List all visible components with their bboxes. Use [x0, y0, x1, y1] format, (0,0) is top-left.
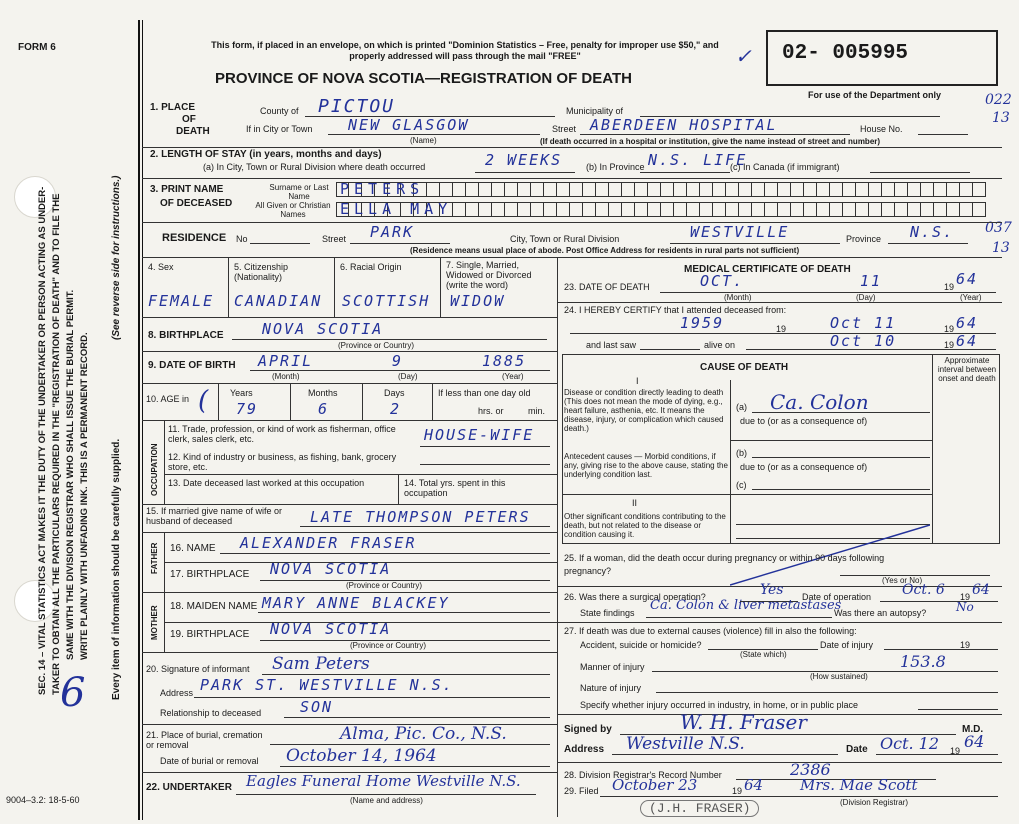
punch-hole	[14, 580, 56, 622]
undertaker-value: Eagles Funeral Home Westville N.S.	[246, 772, 521, 790]
residence-province-label: Province	[846, 234, 882, 244]
undertaker-label: 22. UNDERTAKER	[146, 782, 232, 793]
father-caption: (Province or Country)	[346, 581, 423, 590]
birthplace-label: 8. BIRTHPLACE	[148, 330, 224, 341]
roman-2: II	[632, 498, 638, 508]
last-saw-19: 19	[944, 340, 955, 350]
trade-label: 11. Trade, profession, or kind of work as fisherman, office clerk, sales clerk, etc.	[168, 424, 396, 444]
date-19: 19	[950, 746, 961, 756]
manner-value: 153.8	[900, 652, 946, 671]
last-worked-label: 13. Date deceased last worked at this occupation	[168, 478, 365, 488]
findings-label: State findings	[580, 608, 635, 618]
county-value: PICTOU	[318, 96, 396, 117]
residence-city: WESTVILLE	[690, 223, 790, 241]
trade-value: HOUSE-WIFE	[424, 426, 535, 444]
op-date: Oct. 6	[902, 582, 945, 598]
place-label-2: OF	[182, 114, 196, 125]
death-day-caption: (Day)	[856, 293, 876, 302]
medical-title: MEDICAL CERTIFICATE OF DEATH	[684, 264, 851, 275]
name-label-1: 3. PRINT NAME	[150, 184, 224, 195]
stay-c-label: (c) In Canada (if immigrant)	[730, 162, 840, 172]
informant-relationship: SON	[300, 698, 334, 716]
dob-day: 9	[392, 352, 404, 370]
racial-label: 6. Racial Origin	[340, 262, 402, 272]
total-years-label: 14. Total yrs. spent in this occupation	[404, 478, 506, 498]
surname-grid	[336, 182, 986, 197]
dob-month-caption: (Month)	[272, 372, 300, 381]
racial-value: SCOTTISH	[342, 292, 431, 310]
side-instruction-2: TAKER TO OBTAIN ALL THE PARTICULARS REQUIRED IN THE "REGISTRATION OF DEATH" AND TO FILE THE	[51, 193, 62, 695]
stay-label: 2. LENGTH OF STAY (in years, months and days)	[150, 149, 382, 160]
given-label: All Given or Christian Names	[255, 201, 331, 219]
op-date-label: Date of operation	[802, 592, 872, 602]
certify-label: 24. I HEREBY CERTIFY that I attended deceased from:	[564, 305, 787, 315]
specify-label: Specify whether injury occurred in industry, in home, or in public place	[580, 700, 858, 710]
q28-label: 28. Division Registrar's Record Number	[564, 770, 722, 780]
sex-value: FEMALE	[148, 292, 215, 310]
due-to-2: due to (or as a consequence of)	[740, 462, 868, 472]
cause-c-label: (c)	[736, 480, 747, 490]
burial-date-label: Date of burial or removal	[160, 756, 259, 766]
burial-date: October 14, 1964	[286, 746, 437, 766]
md-label: M.D.	[962, 724, 984, 735]
manner-label: Manner of injury	[580, 662, 645, 672]
side-instruction-3: SAME WITH THE DIVISION REGISTRAR WHO SHALL ISSUE THE BURIAL PERMIT.	[65, 289, 76, 660]
county-label: County of	[260, 106, 299, 116]
place-note: (If death occurred in a hospital or institution, give the name instead of street and number)	[540, 137, 881, 146]
age-years: 79	[236, 400, 259, 418]
death-month: OCT.	[700, 272, 745, 290]
mother-birthplace-label: 19. BIRTHPLACE	[170, 629, 250, 640]
birthplace-caption: (Province or Country)	[338, 341, 415, 350]
stamp: (J.H. FRASER)	[640, 800, 759, 817]
age-months: 6	[318, 400, 330, 418]
residence-label: RESIDENCE	[162, 232, 227, 244]
last-saw-label: and last saw	[586, 340, 637, 350]
place-label-1: 1. PLACE	[150, 102, 196, 113]
min-label: min.	[528, 406, 546, 416]
injury-date-label: Date of injury	[820, 640, 874, 650]
due-to-1: due to (or as a consequence of)	[740, 416, 868, 426]
registration-number: 02- 005995	[782, 42, 909, 65]
residence-street: PARK	[370, 223, 415, 241]
form-title: PROVINCE OF NOVA SCOTIA—REGISTRATION OF DEATH	[215, 70, 632, 87]
mail-notice: This form, if placed in an envelope, on which is printed "Dominion Statistics – Free, penalty for improper use $50," and properly addressed will pass through the mail "FREE"	[211, 40, 719, 61]
city-value: NEW GLASGOW	[348, 116, 470, 134]
death-day: 11	[860, 272, 883, 290]
certify-from: 1959	[680, 314, 725, 332]
death-year-prefix: 19	[944, 282, 955, 292]
interval-label: Approximate interval between onset and death	[937, 356, 997, 383]
check-mark: ✓	[735, 44, 752, 68]
signed-value: W. H. Fraser	[680, 710, 807, 734]
residence-street-label: Street	[322, 234, 347, 244]
side-instruction-5: Every item of information should be carefully supplied.	[111, 438, 122, 700]
margin-code: 13	[992, 110, 1010, 126]
dob-year: 1885	[482, 352, 527, 370]
q25-label: 25. If a woman, did the death occur during pregnancy or within 90 days following pregnancy?	[564, 553, 885, 576]
registrar-caption: (Division Registrar)	[840, 798, 909, 807]
dept-use: For use of the Department only	[808, 90, 942, 100]
surname-label: Surname or Last Name	[269, 183, 329, 201]
margin-code: 13	[992, 240, 1010, 256]
stay-a-label: (a) In City, Town or Rural Division where death occurred	[203, 162, 426, 172]
months-label: Months	[308, 388, 338, 398]
stay-a-value: 2 WEEKS	[485, 151, 563, 169]
place-label-3: DEATH	[176, 126, 210, 137]
father-side-label: FATHER	[150, 542, 159, 574]
mother-maiden-label: 18. MAIDEN NAME	[170, 601, 258, 612]
cause-a-value: Ca. Colon	[770, 390, 869, 414]
father-birthplace-label: 17. BIRTHPLACE	[170, 569, 250, 580]
street-value: ABERDEEN HOSPITAL	[590, 116, 778, 134]
q29-label: 29. Filed	[564, 786, 599, 796]
marital-label: 7. Single, Married, Widowed or Divorced (write the word)	[446, 260, 532, 290]
marital-value: WIDOW	[450, 292, 506, 310]
death-date-label: 23. DATE OF DEATH	[564, 282, 650, 292]
side-instruction-6: (See reverse side for instructions.)	[111, 175, 122, 340]
residence-province: N.S.	[910, 223, 955, 241]
form-id: FORM 6	[18, 42, 56, 53]
date-year: 64	[964, 732, 985, 751]
certify-to: Oct 11	[830, 314, 897, 332]
how-sustained: (How sustained)	[810, 672, 868, 681]
mother-side-label: MOTHER	[150, 605, 159, 640]
birthplace-value: NOVA SCOTIA	[262, 320, 384, 338]
accident-label: Accident, suicide or homicide?	[580, 640, 702, 650]
death-month-caption: (Month)	[724, 293, 752, 302]
dob-label: 9. DATE OF BIRTH	[148, 360, 236, 371]
father-name-label: 16. NAME	[170, 543, 216, 554]
footer-code: 9004–3.2: 18-5-60	[6, 795, 80, 805]
side-instruction-4: WRITE PLAINLY WITH UNFADING INK. THIS IS A PERMANENT RECORD.	[79, 332, 90, 660]
citizenship-value: CANADIAN	[234, 292, 323, 310]
age-label: 10. AGE in	[146, 394, 190, 404]
burial-place-label: 21. Place of burial, cremation or removal	[146, 730, 263, 750]
signed-label: Signed by	[564, 724, 612, 735]
op-year: 64	[972, 582, 990, 598]
years-label: Years	[230, 388, 253, 398]
antecedent-label: Antecedent causes — Morbid conditions, if any, giving rise to the above cause, stating the underlying condition last.	[564, 452, 728, 479]
undertaker-caption: (Name and address)	[350, 796, 423, 805]
dob-month: APRIL	[258, 352, 314, 370]
sex-label: 4. Sex	[148, 262, 174, 272]
certify-19b: 19	[944, 324, 955, 334]
father-name: ALEXANDER FRASER	[240, 534, 417, 552]
city-label: If in City or Town	[246, 124, 313, 134]
residence-no-label: No	[236, 234, 248, 244]
q29-19: 19	[732, 786, 743, 796]
roman-1: I	[636, 376, 639, 386]
other-label: Other significant conditions contributing to the death, but not related to the disease or condition causing it.	[564, 512, 726, 539]
cause-title: CAUSE OF DEATH	[700, 362, 789, 373]
informant-address-label: Address	[160, 688, 194, 698]
mother-maiden: MARY ANNE BLACKEY	[262, 594, 450, 612]
certify-to-year: 64	[956, 314, 979, 332]
last-saw-value: Oct 10	[830, 332, 897, 350]
death-year-caption: (Year)	[960, 293, 982, 302]
municipality-label: Municipality of	[566, 106, 624, 116]
name-label-2: OF DECEASED	[160, 198, 233, 209]
hrs-label: hrs. or	[478, 406, 504, 416]
informant-sig: Sam Peters	[272, 654, 370, 674]
last-saw-mid: alive on	[704, 340, 736, 350]
injury-19: 19	[960, 640, 971, 650]
spouse-label: 15. If married give name of wife or husband of deceased	[146, 506, 283, 526]
q28-value: 2386	[790, 760, 831, 779]
margin-code: 037	[985, 220, 1012, 236]
mother-birthplace: NOVA SCOTIA	[270, 620, 392, 638]
street-label: Street	[552, 124, 577, 134]
q29-year: 64	[744, 776, 764, 794]
dob-year-caption: (Year)	[502, 372, 524, 381]
cause-a-label: (a)	[736, 402, 747, 412]
burial-place: Alma, Pic. Co., N.S.	[340, 724, 507, 744]
given-value: ELLA MAY	[340, 200, 453, 218]
date-value: Oct. 12	[880, 734, 940, 753]
op-19: 19	[960, 592, 971, 602]
q26-label: 26. Was there a surgical operation?	[564, 592, 706, 602]
q27-label: 27. If death was due to external causes (violence) fill in also the following:	[564, 626, 857, 636]
spouse-value: LATE THOMPSON PETERS	[310, 508, 531, 526]
age-bracket: (	[198, 386, 209, 416]
registration-number-box	[766, 30, 998, 86]
dob-day-caption: (Day)	[398, 372, 418, 381]
q26-value: Yes	[760, 582, 784, 598]
age-days: 2	[390, 400, 402, 418]
margin-code: 022	[985, 92, 1012, 108]
q29-registrar: Mrs. Mae Scott	[800, 776, 918, 794]
q29-value: October 23	[612, 776, 698, 794]
house-label: House No.	[860, 124, 903, 134]
last-saw-year: 64	[956, 332, 979, 350]
stay-b-label: (b) In Province	[586, 162, 645, 172]
stay-b-value: N.S. LIFE	[648, 151, 748, 169]
citizenship-label: 5. Citizenship (Nationality)	[234, 262, 289, 282]
autopsy-label: Was there an autopsy?	[834, 608, 927, 618]
nature-label: Nature of injury	[580, 683, 642, 693]
name-caption: (Name)	[410, 136, 437, 145]
less-day-label: If less than one day old	[438, 388, 531, 398]
address-label: Address	[564, 744, 605, 755]
punch-hole	[14, 176, 56, 218]
father-birthplace: NOVA SCOTIA	[270, 560, 392, 578]
side-instruction-1: SEC. 14 – VITAL STATISTICS ACT MAKES IT THE DUTY OF THE UNDERTAKER OR PERSON ACTING AS UNDER-	[37, 186, 48, 695]
informant-address: PARK ST. WESTVILLE N.S.	[200, 676, 454, 694]
surname-value: PETERS	[340, 180, 425, 198]
date-label: Date	[846, 744, 868, 755]
certify-19a: 19	[776, 324, 787, 334]
days-label: Days	[384, 388, 405, 398]
address-value: Westville N.S.	[626, 734, 745, 754]
residence-note: (Residence means usual place of abode. Post Office Address for residents in rural parts not sufficient)	[410, 246, 800, 255]
state-which: (State which)	[740, 650, 787, 659]
findings-value: Ca. Colon & liver metastases	[650, 598, 842, 613]
occupation-side-label: OCCUPATION	[150, 443, 159, 496]
yes-no-caption: (Yes or No)	[882, 576, 923, 585]
informant-relationship-label: Relationship to deceased	[160, 708, 262, 718]
informant-sig-label: 20. Signature of informant	[146, 664, 250, 674]
residence-city-label: City, Town or Rural Division	[510, 234, 620, 244]
industry-label: 12. Kind of industry or business, as fishing, bank, grocery store, etc.	[168, 452, 397, 472]
cause-b-label: (b)	[736, 448, 747, 458]
mother-caption: (Province or Country)	[350, 641, 427, 650]
autopsy-value: No	[956, 600, 974, 614]
direct-label: Disease or condition directly leading to death (This does not mean the mode of dying, e.g., heart failure, asthenia, etc. It means the disease, injury, or complication which caused death.)	[564, 388, 724, 433]
death-year: 64	[956, 270, 979, 288]
margin-mark: 6	[60, 670, 86, 716]
